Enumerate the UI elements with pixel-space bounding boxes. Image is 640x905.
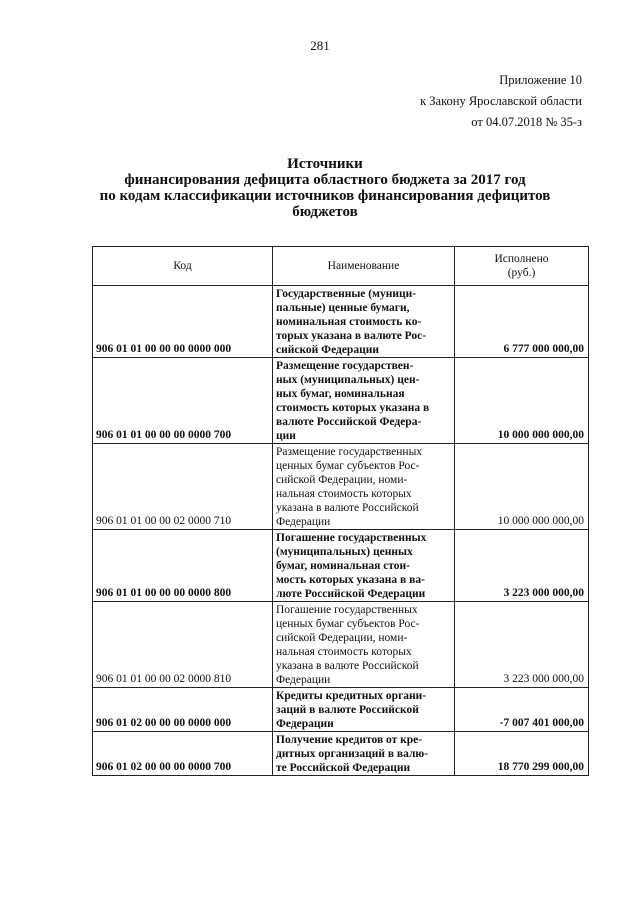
row-name-line: сийской Федерации	[276, 344, 379, 356]
row-code: 906 01 01 00 00 00 0000 700	[93, 358, 273, 444]
row-name-line: дитных организаций в валю-	[276, 748, 429, 760]
row-name-line: люте Российской Федерации	[276, 588, 426, 600]
row-name-line: сийской Федерации, номи-	[276, 632, 408, 644]
row-name-line: мость которых указана в ва-	[276, 574, 425, 586]
row-code: 906 01 02 00 00 00 0000 700	[93, 732, 273, 776]
row-name-line: нальная стоимость которых	[276, 488, 412, 500]
row-name-line: Получение кредитов от кре-	[276, 734, 423, 746]
row-amount: 3 223 000 000,00	[455, 602, 589, 688]
row-amount: 3 223 000 000,00	[455, 530, 589, 602]
row-name-line: стоимость которых указана в	[276, 402, 430, 414]
title-line-1: Источники	[287, 156, 363, 172]
row-name-line: пальные) ценные бумаги,	[276, 302, 410, 314]
row-code: 906 01 01 00 00 02 0000 710	[93, 444, 273, 530]
row-code: 906 01 01 00 00 02 0000 810	[93, 602, 273, 688]
row-code: 906 01 02 00 00 00 0000 000	[93, 688, 273, 732]
title-line-4: бюджетов	[292, 204, 358, 220]
table-row	[93, 688, 589, 732]
row-name-line: указана в валюте Российской	[276, 502, 419, 514]
document-title	[70, 156, 580, 220]
row-amount: 18 770 299 000,00	[455, 732, 589, 776]
row-amount: 10 000 000 000,00	[455, 444, 589, 530]
row-name-line: нальная стоимость которых	[276, 646, 412, 658]
row-amount: -7 007 401 000,00	[455, 688, 589, 732]
header-name: Наименование	[273, 247, 455, 286]
row-name-line: сийской Федерации, номи-	[276, 474, 408, 486]
row-name-line: Погашение государственных	[276, 604, 418, 616]
row-name-line: Государственные (муници-	[276, 288, 417, 300]
table-row	[93, 286, 589, 358]
row-name-line: валюте Российской Федера-	[276, 416, 422, 428]
row-name-line: указана в валюте Российской	[276, 660, 419, 672]
title-line-3: по кодам классификации источников финансирования дефицитов	[99, 188, 551, 204]
row-name-line: ценных бумаг субъектов Рос-	[276, 618, 420, 630]
row-name-line: номинальная стоимость ко-	[276, 316, 422, 328]
row-name-line: Кредиты кредитных органи-	[276, 690, 427, 702]
row-name	[273, 732, 455, 776]
row-amount: 10 000 000 000,00	[455, 358, 589, 444]
appendix-reference	[420, 70, 582, 133]
header-code: Код	[93, 247, 273, 286]
row-name-line: Погашение государственных	[276, 532, 427, 544]
row-name	[273, 358, 455, 444]
table-row	[93, 444, 589, 530]
header-amount	[455, 247, 589, 286]
row-code: 906 01 01 00 00 00 0000 000	[93, 286, 273, 358]
row-name	[273, 688, 455, 732]
header-amount-line-1: Исполнено	[494, 253, 549, 265]
row-name	[273, 286, 455, 358]
sources-table	[92, 246, 589, 776]
row-name-line: Федерации	[276, 718, 334, 730]
table-row	[93, 358, 589, 444]
table-header-row	[93, 247, 589, 286]
row-name	[273, 602, 455, 688]
row-name-line: ценных бумаг субъектов Рос-	[276, 460, 420, 472]
row-name	[273, 444, 455, 530]
table-row	[93, 602, 589, 688]
row-name-line: торых указана в валюте Рос-	[276, 330, 427, 342]
row-name-line: бумаг, номинальная стои-	[276, 560, 410, 572]
row-name-line: Размещение государствен-	[276, 360, 414, 372]
table-row	[93, 530, 589, 602]
row-name-line: Размещение государственных	[276, 446, 423, 458]
row-name-line: ции	[276, 430, 296, 442]
row-name-line: те Российской Федерации	[276, 762, 411, 774]
appendix-line-1: Приложение 10	[499, 73, 582, 87]
row-name-line: ных бумаг, номинальная	[276, 388, 405, 400]
row-name-line: (муниципальных) ценных	[276, 546, 413, 558]
table-row	[93, 732, 589, 776]
appendix-line-2: к Закону Ярославской области	[420, 94, 582, 108]
row-name-line: ных (муниципальных) цен-	[276, 374, 420, 386]
row-name	[273, 530, 455, 602]
row-name-line: Федерации	[276, 674, 331, 686]
appendix-line-3: от 04.07.2018 № 35-з	[471, 115, 582, 129]
row-name-line: заций в валюте Российской	[276, 704, 419, 716]
title-line-2: финансирования дефицита областного бюджета за 2017 год	[124, 172, 526, 188]
table-body	[93, 286, 589, 776]
row-code: 906 01 01 00 00 00 0000 800	[93, 530, 273, 602]
page-number: 281	[310, 38, 330, 53]
row-amount: 6 777 000 000,00	[455, 286, 589, 358]
header-amount-line-2: (руб.)	[507, 267, 536, 279]
row-name-line: Федерации	[276, 516, 331, 528]
